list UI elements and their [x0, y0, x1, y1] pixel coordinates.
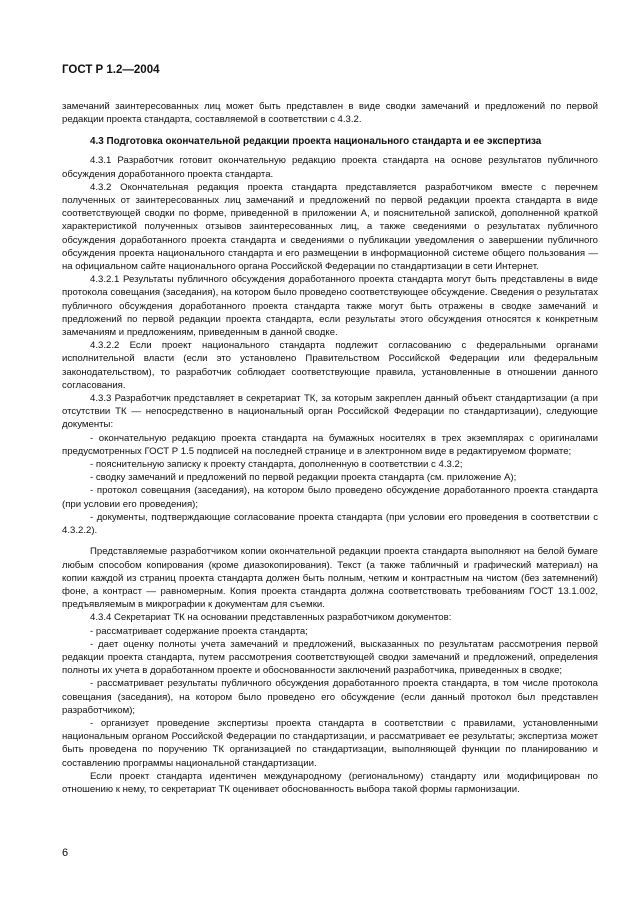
list-item: - документы, подтверждающие согласование проекта стандарта (при условии его проведения в соответствии с 4.3.2.2). — [62, 511, 598, 537]
copies-paragraph: Представляемые разработчиком копии окончательной редакции проекта стандарта выполняют на белой бумаге любым способом копирования (кроме диазокопирования). Текст (а также табличный и графический материал) на копии каждой из страниц проекта стандарта должен быть полным, четким и контрастным на чистом (без затемнений) фоне, а контраст — равномерным. Копия проекта стандарта должна соответствовать требованиям ГОСТ 13.1.002, предъявляемым в микрографии к документам для съемки. — [62, 546, 598, 611]
paragraph-4-3-2-2: 4.3.2.2 Если проект национального стандарта подлежит согласованию с федеральными органами исполнительной власти (если это установлено Правительством Российской Федерации или федеральным законодательством), то разработчик соблюдает соответствующие правила, установленные в отношении данного согласования. — [62, 340, 598, 391]
paragraph-4-3-2-1: 4.3.2.1 Результаты публичного обсуждения доработанного проекта стандарта могут быть представлены в виде протокола совещания (заседания), на котором было проведено соответствующее обсуждение. Сведения о результатах публичного обсуждения доработанного проекта стандарта также могут быть отражены в сводке замечаний и предложений по первой редакции проекта стандарта, если результаты этого обсуждения относятся к конкретным замечаниям и предложениям, приведенным в данной сводке. — [62, 274, 598, 339]
intro-paragraph: замечаний заинтересованных лиц может быть представлен в виде сводки замечаний и предложений по первой редакции проекта стандарта, составляемой в соответствии с 4.3.2. — [62, 101, 598, 126]
harmonization-paragraph: Если проект стандарта идентичен международному (региональному) стандарту или модифицирован по отношению к нему, то секретариат ТК оценивает обоснованность выбора такой формы гармонизации. — [62, 770, 598, 795]
list-item: - дает оценку полноты учета замечаний и предложений, высказанных по результатам рассмотрения первой редакции проекта стандарта, путем рассмотрения соответствующей сводки замечаний и предложений, определения полноты их учета в доработанном проекте и обоснованности заключений разработчика, приведенных в сводке; — [62, 638, 598, 677]
list-item: - окончательную редакцию проекта стандарта на бумажных носителях в трех экземплярах с оригиналами предусмотренных ГОСТ Р 1.5 подписей на последней странице и в электронном виде в редактируемом формате; — [62, 432, 598, 457]
list-item: - рассматривает результаты публичного обсуждения доработанного проекта стандарта, в том числе протокола совещания (заседания), на котором было проведено его обсуждение (если данный протокол был представлен разработчиком); — [62, 678, 598, 716]
list-item: - пояснительную записку к проекту стандарта, дополненную в соответствии с 4.3.2; — [90, 459, 463, 471]
paragraph-4-3-2: 4.3.2 Окончательная редакция проекта стандарта представляется разработчиком вместе с перечнем полученных от заинтересованных лиц замечаний и предложений по первой редакции проекта стандарта в виде соответствующей сводки по форме, приведенной в приложении А, и пояснительной запиской, дополненной краткой характеристикой полученных отзывов заинтересованных лиц, а также сведениями о результатах публичного обсуждения доработанного проекта стандарта и сведениями о публикации уведомления о завершении публичного обсуждения проекта национального стандарта и его размещении в информационной системе общего пользования — на официальном сайте национального органа Российской Федерации по стандартизации в сети Интернет. — [62, 181, 598, 273]
section-heading: 4.3 Подготовка окончательной редакции проекта национального стандарта и ее экспертиза — [90, 136, 542, 148]
document-page — [62, 64, 598, 796]
paragraph-4-3-1: 4.3.1 Разработчик готовит окончательную редакцию проекта стандарта на основе результатов публичного обсуждения доработанного проекта стандарта. — [62, 155, 598, 180]
paragraph-4-3-3: 4.3.3 Разработчик представляет в секретариат ТК, за которым закреплен данный объект стандартизации (а при отсутствии ТК — непосредственно в национальный орган Российской Федерации по стандартизации), следующие документы: — [62, 393, 598, 431]
document-code: ГОСТ Р 1.2—2004 — [62, 64, 160, 76]
list-item: - сводку замечаний и предложений по первой редакции проекта стандарта (см. приложение А); — [90, 472, 517, 484]
list-item: - протокол совещания (заседания), на котором было проведено обсуждение доработанного проекта стандарта (при условии его проведения); — [62, 485, 598, 510]
list-item: - организует проведение экспертизы проекта стандарта в соответствии с правилами, установленными национальным органом Российской Федерации по стандартизации, и рассматривает ее результаты; экспертиза может быть проведена по поручению ТК организацией по стандартизации, выполняющей функции по планированию и составлению программы национальной стандартизации. — [62, 717, 598, 769]
page-number: 6 — [62, 847, 69, 859]
list-item: - рассматривает содержание проекта стандарта; — [90, 625, 308, 637]
paragraph-4-3-4: 4.3.4 Секретариат ТК на основании представленных разработчиком документов: — [90, 612, 452, 624]
